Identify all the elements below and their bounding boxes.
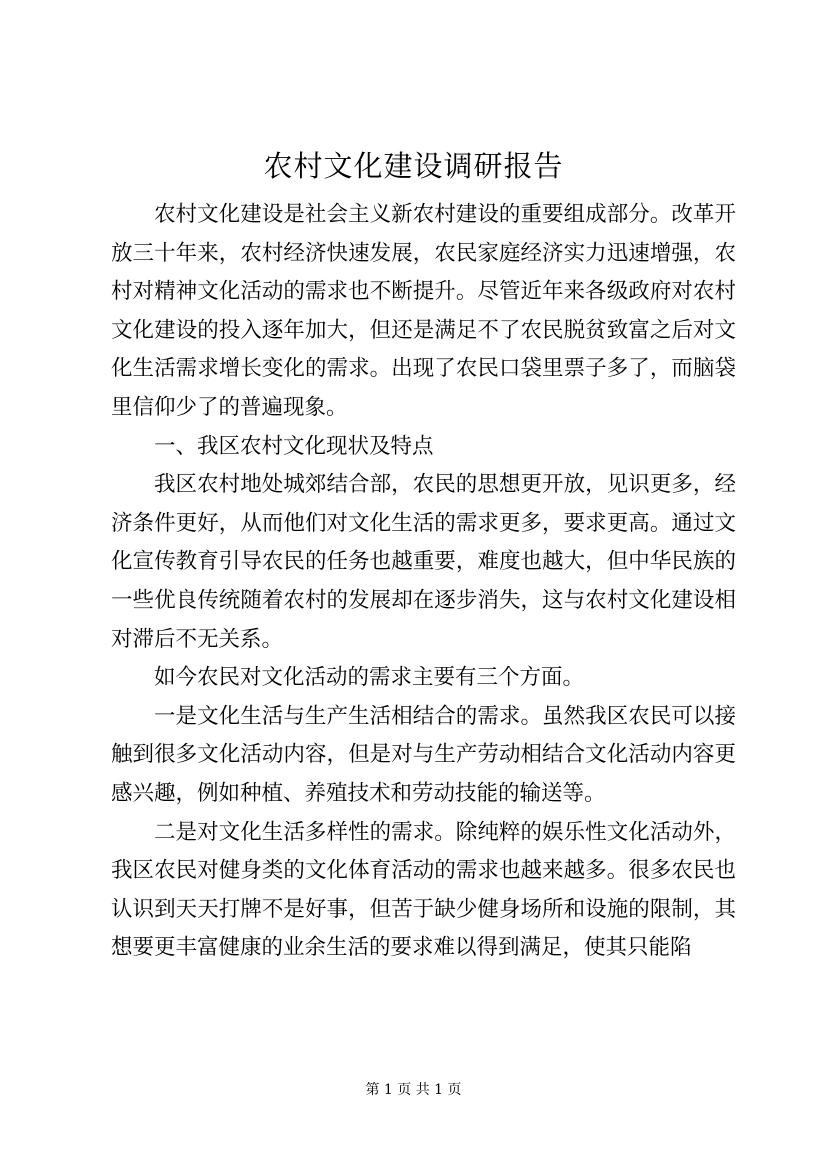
paragraph-three-needs: 如今农民对文化活动的需求主要有三个方面。 xyxy=(154,665,585,691)
paragraph-intro: 农村文化建设是社会主义新农村建设的重要组成部分。改革开放三十年来，农村经济快速发展，农民家庭经济实力迅速增强，农村对精神文化活动的需求也不断提升。尽管近年来各级政府对农村文化建设的投入逐年加大，但还是满足不了农民脱贫致富之后对文化生活需求增长变化的需求。出现了农民口袋里票子多了，而脑袋里信仰少了的普遍现象。 xyxy=(111,202,736,420)
document-title: 农村文化建设调研报告 xyxy=(263,149,564,183)
paragraph-need-one: 一是文化生活与生产生活相结合的需求。虽然我区农民可以接触到很多文化活动内容，但是对与生产劳动相结合文化活动内容更感兴趣，例如种植、养殖技术和劳动技能的输送等。 xyxy=(111,703,736,806)
section-heading-1: 一、我区农村文化现状及特点 xyxy=(154,433,434,459)
page-footer: 第 1 页 共 1 页 xyxy=(365,1082,462,1098)
paragraph-current-status: 我区农村地处城郊结合部，农民的思想更开放，见识更多，经济条件更好，从而他们对文化生活的需求更多，要求更高。通过文化宣传教育引导农民的任务也越重要，难度也越大，但中华民族的一些优良传统随着农村的发展却在逐步消失，这与农村文化建设相对滞后不无关系。 xyxy=(111,472,736,652)
paragraph-need-two: 二是对文化生活多样性的需求。除纯粹的娱乐性文化活动外，我区农民对健身类的文化体育活动的需求也越来越多。很多农民也认识到天天打牌不是好事，但苦于缺少健身场所和设施的限制，其想要更丰富健康的业余生活的要求难以得到满足，使其只能陷 xyxy=(111,819,736,961)
document-body xyxy=(111,196,736,968)
